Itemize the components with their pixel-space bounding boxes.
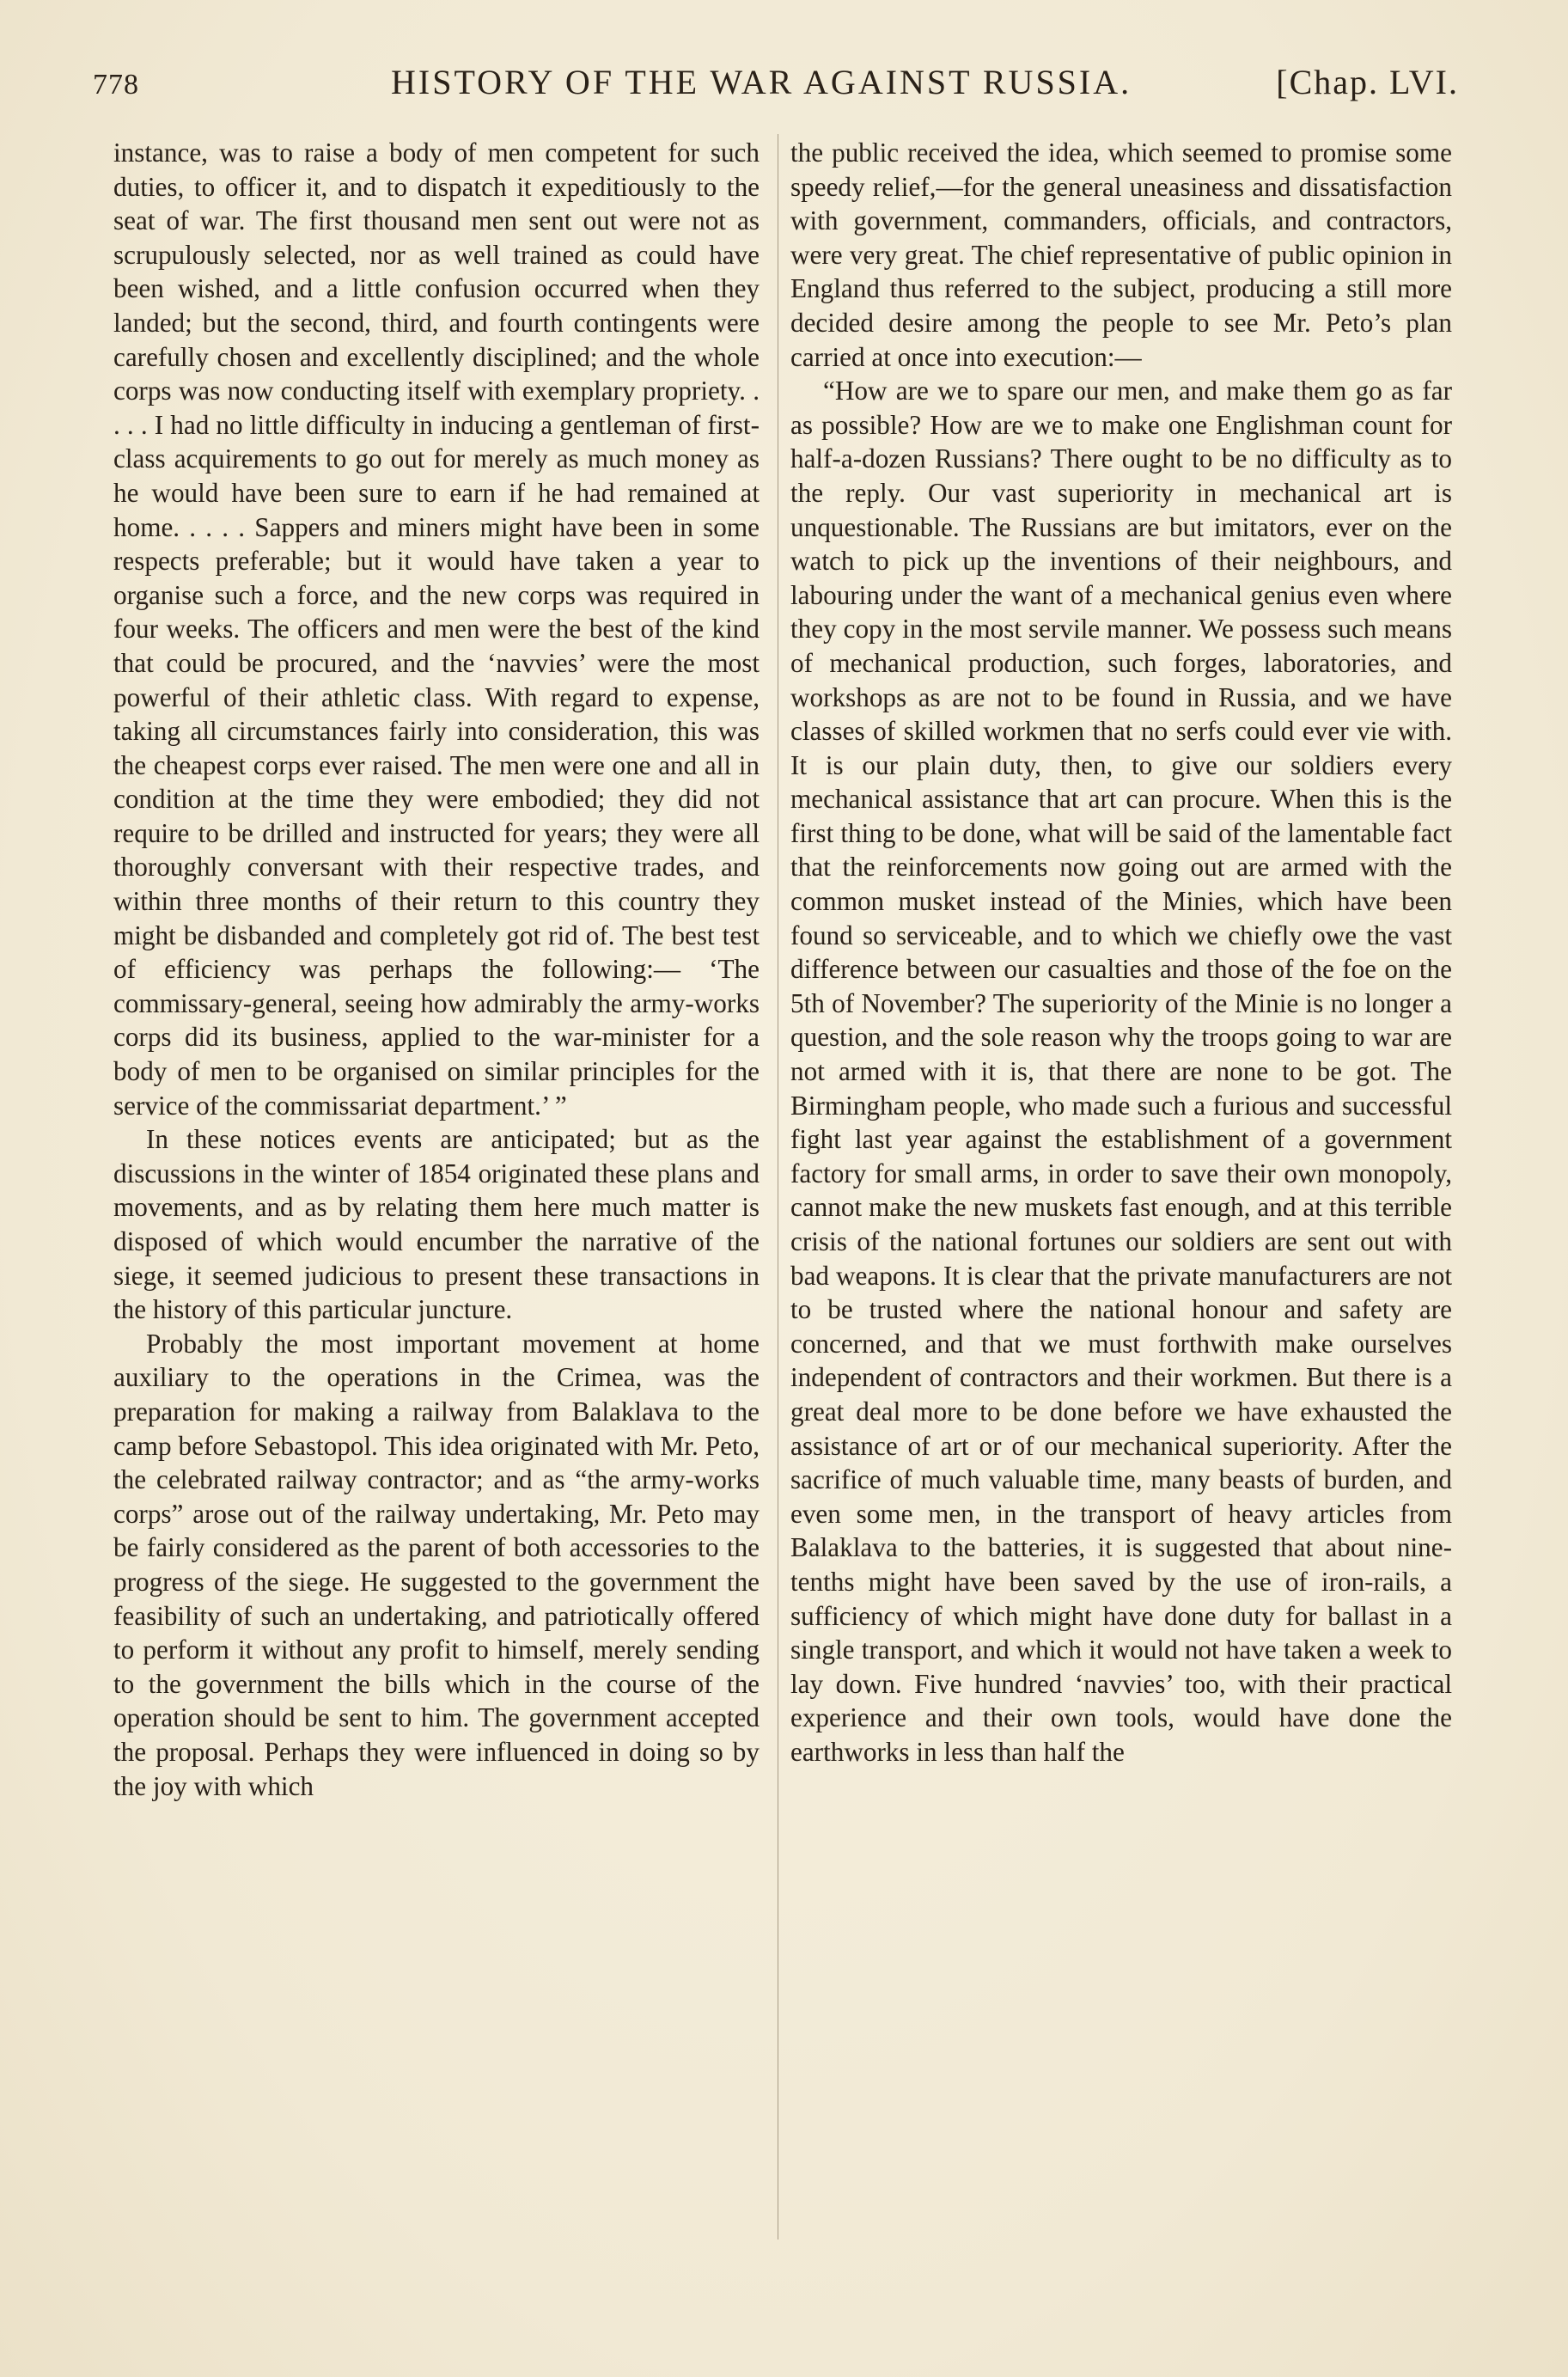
running-title: HISTORY OF THE WAR AGAINST RUSSIA. xyxy=(391,63,1132,101)
left-paragraph-anticipated: In these notices events are anticipated; but as the discussions in the winter of 1854 originated these plans and movements, and as by relating them here much matter is disposed of which would encumber the narrative of the siege, it seemed judicious to present these transactions in the history of this particular juncture. xyxy=(113,1124,760,1325)
running-head xyxy=(93,57,1459,112)
left-paragraph-railway: Probably the most important movement at home auxiliary to the operations in the Crimea, was the preparation for making a railway from Balaklava to the camp before Sebastopol. This idea originated with Mr. Peto, the celebrated railway contractor; and as “the army-works corps” arose out of the railway undertaking, Mr. Peto may be fairly considered as the parent of both accessories to the progress of the siege. He suggested to the government the feasibility of such an undertaking, and patriotically offered to perform it without any profit to himself, merely sending to the government the bills which in the course of the operation should be sent to him. The government accepted the proposal. Perhaps they were influenced in doing so by the joy with which xyxy=(113,1328,760,1801)
left-column xyxy=(113,136,760,1803)
page-number: 778 xyxy=(93,69,139,101)
left-paragraph-continued: instance, was to raise a body of men competent for such duties, to officer it, and to dispatch it expeditiously to the seat of war. The first thousand men sent out were not as scrupulously selected, nor as well trained as could have been wished, and a little confusion occurred when they landed; but the second, third, and fourth contingents were carefully chosen and excellently disciplined; and the whole corps was now conducting itself with exemplary propriety. . . . . I had no little difficulty in inducing a gentleman of first-class acquirements to go out for merely as much money as he would have been sure to earn if he had remained at home. . . . . Sappers and miners might have been in some respects preferable; but it would have taken a year to organise such a force, and the new corps was required in four weeks. The officers and men were the best of the kind that could be procured, and the ‘navvies’ were the most powerful of their athletic class. With regard to expense, taking all circumstances fairly into consideration, this was the cheapest corps ever raised. The men were one and all in condition at the time they were embodied; they did not require to be drilled and instructed for years; they were all thoroughly conversant with their respective trades, and within three months of their return to this country they might be disbanded and completely got rid of. The best test of efficiency was perhaps the following:— ‘The commissary-general, seeing how admirably the army-works corps did its business, applied to the war-minister for a body of men to be organised on similar principles for the service of the commissariat department.’ ” xyxy=(113,137,760,1121)
right-paragraph-public: the public received the idea, which seemed to promise some speedy relief,—for the general uneasiness and dissatisfaction with government, commanders, officials, and contractors, were very great. The chief representative of public opinion in England thus referred to the subject, producing a still more decided desire among the people to see Mr. Peto’s plan carried at once into execution:— xyxy=(790,137,1452,372)
chapter-reference: [Chap. LVI. xyxy=(1276,63,1459,101)
right-column xyxy=(790,136,1452,1769)
right-paragraph-quotation: “How are we to spare our men, and make them go as far as possible? How are we to make one Englishman count for half-a-dozen Russians? There ought to be no difficulty as to the reply. Our vast superiority in mechanical art is unquestionable. The Russians are but imitators, ever on the watch to pick up the inventions of their neighbours, and labouring under the want of a mechanical genius even where they copy in the most servile manner. We possess such means of mechanical production, such forges, laboratories, and workshops as are not to be found in Russia, and we have classes of skilled workmen that no serfs could ever vie with. It is our plain duty, then, to give our soldiers every mechanical assistance that art can procure. When this is the first thing to be done, what will be said of the lamentable fact that the reinforcements now going out are armed with the common musket instead of the Minies, which have been found so serviceable, and to which we chiefly owe the vast difference between our casualties and those of the foe on the 5th of November? The superiority of the Minie is no longer a question, and the sole reason why the troops going to war are not armed with it is, that there are none to be got. The Birmingham people, who made such a furious and successful fight last year against the establishment of a government factory for small arms, in order to save their own monopoly, cannot make the new muskets fast enough, and at this terrible crisis of the national fortunes our soldiers are sent out with bad weapons. It is clear that the private manufacturers are not to be trusted where the national honour and safety are concerned, and that we must forthwith make ourselves independent of contractors and their workmen. But there is a great deal more to be done before we have exhausted the assistance of art or of our mechanical superiority. After the sacrifice of much valuable time, many beasts of burden, and even some men, in the transport of heavy articles from Balaklava to the batteries, it is suggested that about nine-tenths might have been saved by the use of iron-rails, a sufficiency of which might have done duty for ballast in a single transport, and which it would not have taken a week to lay down. Five hundred ‘navvies’ too, with their practical experience and their own tools, would have done the earthworks in less than half the xyxy=(790,376,1452,1767)
